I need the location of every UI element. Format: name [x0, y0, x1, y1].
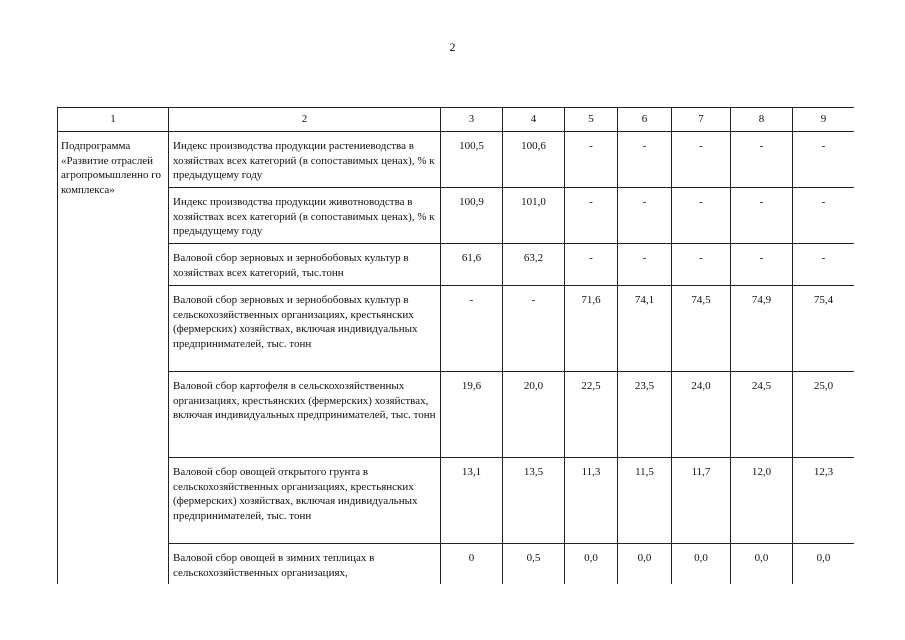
value-cell: 75,4 — [793, 286, 855, 372]
column-header: 8 — [731, 108, 793, 132]
indicator-cell: Валовой сбор зерновых и зернобобовых культур в хозяйствах всех категорий, тыс.тонн — [169, 244, 441, 286]
table-row — [58, 188, 855, 244]
column-header: 5 — [565, 108, 618, 132]
indicator-cell: Валовой сбор зерновых и зернобобовых культур в сельскохозяйственных организациях, крестьянских (фермерских) хозяйствах, включая индивидуальных предпринимателей, тыс. тонн — [169, 286, 441, 372]
indicator-cell: Валовой сбор овощей открытого грунта в сельскохозяйственных организациях, крестьянских (фермерских) хозяйствах, включая индивидуальных предпринимателей, тыс. тонн — [169, 458, 441, 544]
value-cell: 11,3 — [565, 458, 618, 544]
value-cell: - — [618, 244, 672, 286]
value-cell: 0,5 — [503, 544, 565, 585]
value-cell: - — [618, 188, 672, 244]
column-header: 6 — [618, 108, 672, 132]
value-cell: 11,5 — [618, 458, 672, 544]
column-header: 7 — [672, 108, 731, 132]
value-cell: 11,7 — [672, 458, 731, 544]
value-cell: 74,5 — [672, 286, 731, 372]
value-cell: - — [793, 132, 855, 188]
value-cell: 12,0 — [731, 458, 793, 544]
value-cell: - — [565, 188, 618, 244]
table-row — [58, 286, 855, 372]
value-cell: 24,0 — [672, 372, 731, 458]
value-cell: 61,6 — [441, 244, 503, 286]
value-cell: - — [565, 132, 618, 188]
indicator-cell: Индекс производства продукции животноводства в хозяйствах всех категорий (в сопоставимых ценах), % к предыдущему году — [169, 188, 441, 244]
value-cell: 13,5 — [503, 458, 565, 544]
value-cell: 0,0 — [731, 544, 793, 585]
value-cell: 19,6 — [441, 372, 503, 458]
indicator-cell: Валовой сбор овощей в зимних теплицах в сельскохозяйственных организациях, — [169, 544, 441, 585]
page-number: 2 — [449, 40, 456, 54]
value-cell: 25,0 — [793, 372, 855, 458]
program-name-cell: Подпрограмма «Развитие отраслей агропромышленно го комплекса» — [58, 132, 169, 585]
value-cell: 100,5 — [441, 132, 503, 188]
value-cell: 63,2 — [503, 244, 565, 286]
value-cell: 101,0 — [503, 188, 565, 244]
indicator-cell: Валовой сбор картофеля в сельскохозяйственных организациях, крестьянских (фермерских) хозяйствах, включая индивидуальных предпринимателей, тыс. тонн — [169, 372, 441, 458]
column-header: 9 — [793, 108, 855, 132]
value-cell: 74,1 — [618, 286, 672, 372]
value-cell: 20,0 — [503, 372, 565, 458]
column-header: 3 — [441, 108, 503, 132]
value-cell: 0,0 — [672, 544, 731, 585]
value-cell: 0,0 — [793, 544, 855, 585]
column-header: 2 — [169, 108, 441, 132]
value-cell: 23,5 — [618, 372, 672, 458]
indicator-cell: Индекс производства продукции растениеводства в хозяйствах всех категорий (в сопоставимых ценах), % к предыдущему году — [169, 132, 441, 188]
indicators-table — [57, 107, 854, 584]
value-cell: 74,9 — [731, 286, 793, 372]
column-header: 4 — [503, 108, 565, 132]
value-cell: - — [503, 286, 565, 372]
value-cell: - — [731, 188, 793, 244]
value-cell: - — [793, 244, 855, 286]
table-row — [58, 372, 855, 458]
value-cell: 71,6 — [565, 286, 618, 372]
value-cell: - — [793, 188, 855, 244]
value-cell: - — [618, 132, 672, 188]
value-cell: - — [731, 244, 793, 286]
indicators-table-wrapper — [57, 107, 854, 584]
value-cell: - — [672, 188, 731, 244]
value-cell: - — [731, 132, 793, 188]
value-cell: 100,6 — [503, 132, 565, 188]
column-header: 1 — [58, 108, 169, 132]
table-row — [58, 544, 855, 585]
table-header-row — [58, 108, 855, 132]
table-row — [58, 458, 855, 544]
value-cell: 0,0 — [565, 544, 618, 585]
table-row — [58, 244, 855, 286]
value-cell: 100,9 — [441, 188, 503, 244]
value-cell: - — [672, 132, 731, 188]
value-cell: 13,1 — [441, 458, 503, 544]
value-cell: 22,5 — [565, 372, 618, 458]
value-cell: 24,5 — [731, 372, 793, 458]
table-row — [58, 132, 855, 188]
value-cell: - — [565, 244, 618, 286]
value-cell: 0 — [441, 544, 503, 585]
value-cell: - — [441, 286, 503, 372]
value-cell: - — [672, 244, 731, 286]
value-cell: 12,3 — [793, 458, 855, 544]
value-cell: 0,0 — [618, 544, 672, 585]
